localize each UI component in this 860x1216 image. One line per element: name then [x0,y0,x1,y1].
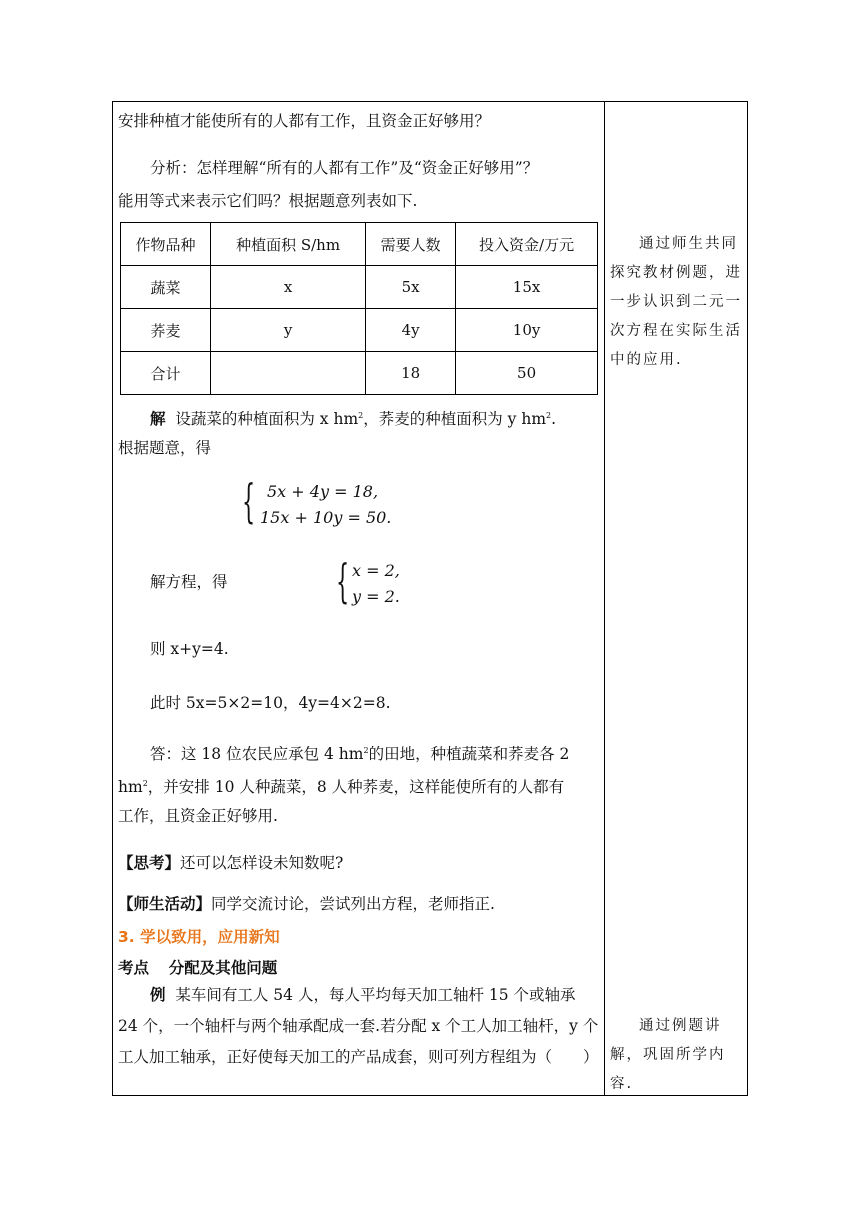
table-cell: y [211,309,366,352]
kaodian-label: 考点 [118,958,150,977]
example-label: 例 [150,985,166,1004]
answer-line: 工作，且资金正好够用. [118,807,278,825]
text-line: 此时 5x=5×2=10，4y=4×2=8. [150,694,391,712]
think-label: 【思考】 [118,853,181,872]
answer-line [150,734,569,771]
table-cell: 合计 [121,352,211,395]
table-row [121,352,598,395]
table-cell: 50 [456,352,598,395]
text-line: 安排种植才能使所有的人都有工作，且资金正好够用？ [118,112,491,130]
table-cell: 4y [366,309,456,352]
equation-system-2 [352,558,400,610]
table-cell: 蔬菜 [121,266,211,309]
example-paragraph [118,979,600,1073]
answer-line [118,767,564,804]
equation-system-1 [260,479,391,531]
solution-line [150,399,556,436]
table-header-row [121,223,598,266]
table-cell: 10y [456,309,598,352]
table-row [121,266,598,309]
superscript: 2 [358,411,364,420]
column-divider [604,101,605,1096]
side-note-1: 通过师生共同探究教材例题，进一步认识到二元一次方程在实际生活中的应用. [610,236,742,368]
solution-label: 解 [150,409,166,429]
analysis-line: 分析：怎样理解“所有的人都有工作”及“资金正好够用”？ [150,159,539,177]
left-brace: { [242,474,256,528]
superscript: 2 [363,746,369,755]
table-cell: 5x [366,266,456,309]
activity-text: 同学交流讨论，尝试列出方程，老师指正. [211,895,495,913]
table-header: 投入资金/万元 [456,223,598,266]
superscript: 2 [142,779,148,788]
equation: 5x + 4y = 18, [267,482,379,501]
answer-text: 的田地，种植蔬菜和荞麦各 2 [368,745,570,764]
table-cell: x [211,266,366,309]
text-line: 根据题意，得 [118,439,212,457]
activity-label: 【师生活动】 [118,894,212,913]
solution-text: 设蔬菜的种植面积为 x hm [175,410,359,429]
text-line: 则 x+y=4. [150,640,229,658]
table-cell [211,352,366,395]
data-table [120,222,598,395]
example-text: 某车间有工人 54 人，每人平均每天加工轴杆 15 个或轴承 24 个，一个轴杆与两个轴承配成一套.若分配 x 个工人加工轴杆，y 个工人加工轴承，正好使每天加工的产品成套，则可列方程组为（ ） [118,986,599,1066]
table-header: 种植面积 S/hm [211,223,366,266]
answer-text: ，并安排 10 人种蔬菜，8 人种荞麦，这样能使所有的人都有 [147,778,565,797]
side-note-2: 通过例题讲解，巩固所学内容. [610,1018,726,1092]
solution-text: . [551,410,557,429]
think-line [118,846,343,880]
text-line: 解方程，得 [150,573,228,591]
solution-text: ，荞麦的种植面积为 y hm [363,410,547,429]
answer-text: hm [118,778,143,797]
equation: 15x + 10y = 50. [260,508,392,527]
equation: y = 2. [352,587,400,606]
kaodian-text: 分配及其他问题 [168,958,278,977]
table-header: 需要人数 [366,223,456,266]
section-title: 3. 学以致用，应用新知 [118,928,280,946]
answer-text: 答：这 18 位农民应承包 4 hm [150,745,364,764]
table-row [121,309,598,352]
table-cell: 18 [366,352,456,395]
equation: x = 2, [352,561,400,580]
table-cell: 荞麦 [121,309,211,352]
left-brace: { [336,554,350,608]
table-cell: 15x [456,266,598,309]
think-text: 还可以怎样设未知数呢? [180,854,344,872]
activity-line [118,887,495,921]
superscript: 2 [546,411,552,420]
analysis-line: 能用等式来表示它们吗？根据题意列表如下. [118,192,418,210]
table-header: 作物品种 [121,223,211,266]
